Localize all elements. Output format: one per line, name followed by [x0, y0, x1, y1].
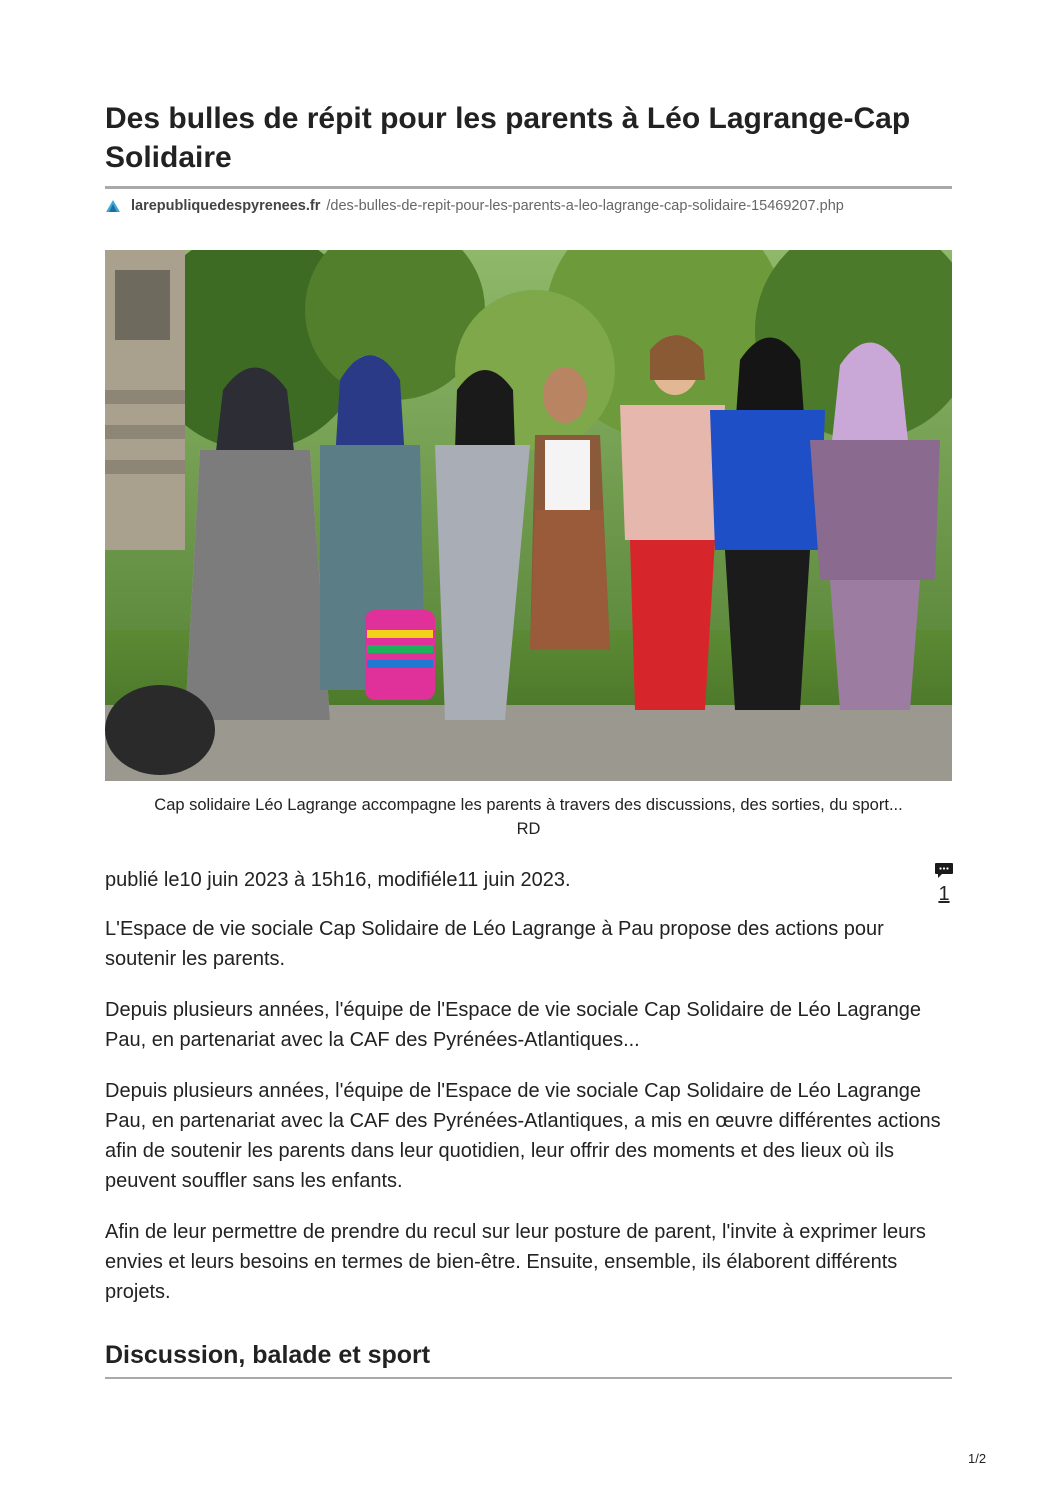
photo-credit: RD [516, 820, 541, 838]
section-divider [105, 1377, 952, 1379]
site-favicon-icon [105, 199, 121, 213]
source-domain[interactable]: larepubliquedespyrenees.fr [131, 198, 321, 214]
section-heading: Discussion, balade et sport [105, 1341, 431, 1369]
source-path[interactable]: /des-bulles-de-repit-pour-les-parents-a-leo-lagrange-cap-solidaire-15469207.php [326, 198, 844, 214]
caption-text: Cap solidaire Léo Lagrange accompagne les parents à travers des discussions, des sorties, du sport... [154, 796, 903, 814]
group-photo-illustration [105, 250, 952, 781]
article-paragraph: Depuis plusieurs années, l'équipe de l'Espace de vie sociale Cap Solidaire de Léo Lagrange Pau, en partenariat avec la CAF des Pyrénées-Atlantiques, a mis en œuvre différentes actions afin de soutenir les parents dans leur quotidien, leur offrir des moments et des lieux où ils peuvent souffler sans les enfants. [105, 1080, 941, 1192]
comment-count[interactable]: 1 [938, 883, 950, 905]
source-url[interactable] [105, 196, 844, 216]
publication-date: publié le10 juin 2023 à 15h16, modifiéle11 juin 2023. [105, 869, 571, 891]
article-paragraph: Depuis plusieurs années, l'équipe de l'Espace de vie sociale Cap Solidaire de Léo Lagrange Pau, en partenariat avec la CAF des Pyrénées-Atlantiques... [105, 999, 921, 1051]
photo-caption [105, 793, 952, 841]
comments-link[interactable] [933, 862, 955, 906]
comment-bubble-icon [934, 862, 954, 880]
article-title: Des bulles de répit pour les parents à Léo Lagrange-Cap Solidaire [105, 102, 911, 174]
article-paragraph: Afin de leur permettre de prendre du recul sur leur posture de parent, l'invite à exprimer leurs envies et leurs besoins en termes de bien-être. Ensuite, ensemble, ils élaborent différents projets. [105, 1221, 926, 1303]
article-paragraph: L'Espace de vie sociale Cap Solidaire de Léo Lagrange à Pau propose des actions pour soutenir les parents. [105, 918, 884, 970]
page-number: 1/2 [968, 1451, 987, 1466]
article-photo [105, 250, 952, 781]
title-divider [105, 186, 952, 189]
